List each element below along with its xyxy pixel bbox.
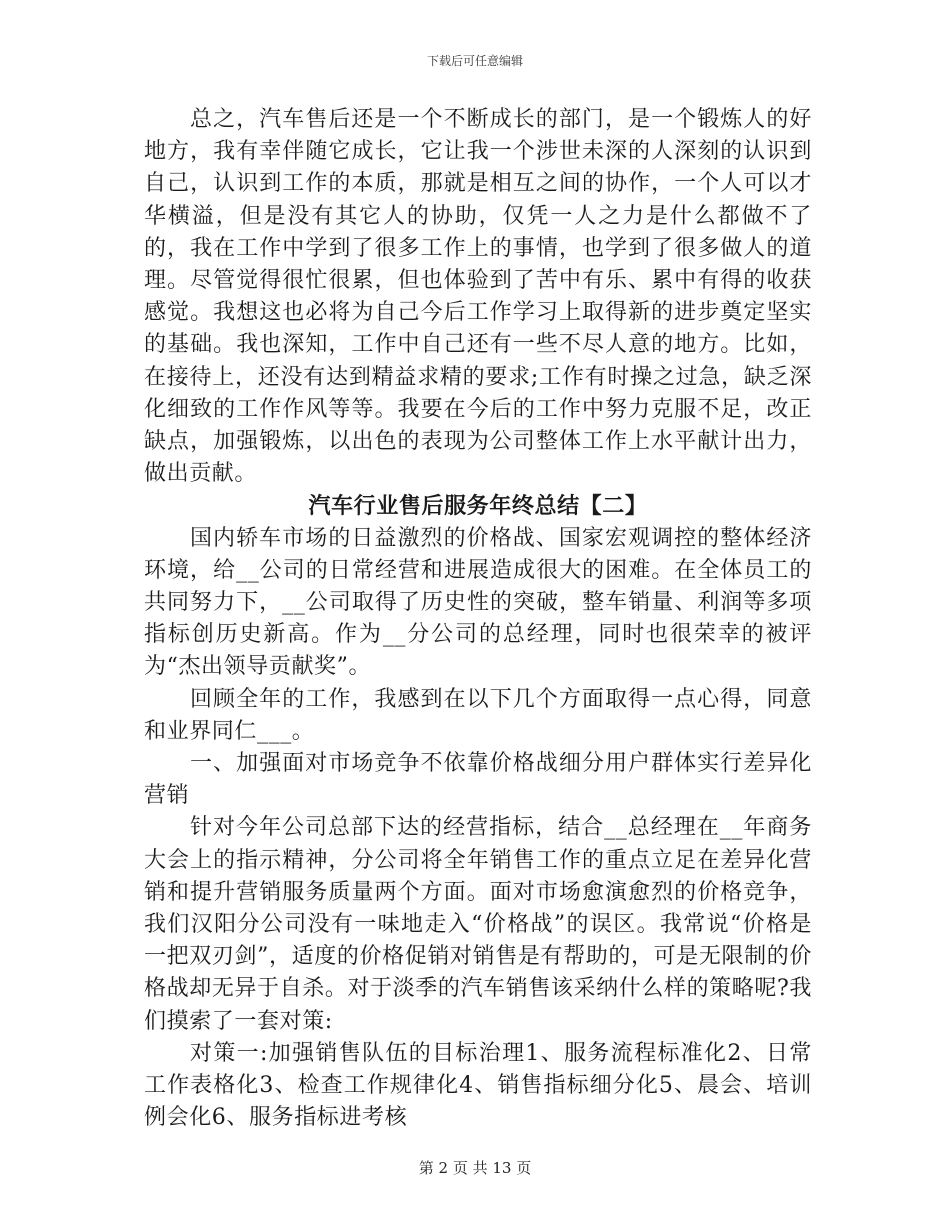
document-body xyxy=(144,104,812,1135)
paragraph-point-one: 一、加强面对市场竞争不依靠价格战细分用户群体实行差异化营销 xyxy=(144,751,812,809)
paragraph-review: 回顾全年的工作，我感到在以下几个方面取得一点心得，同意和业界同仁___。 xyxy=(144,686,812,744)
paragraph-countermeasure-one: 对策一:加强销售队伍的目标治理1、服务流程标准化2、日常工作表格化3、检查工作规律化4、销售指标细分化5、晨会、培训例会化6、服务指标进考核 xyxy=(144,1040,812,1131)
section-title: 汽车行业售后服务年终总结【二】 xyxy=(308,493,648,520)
paragraph-conclusion: 总之，汽车售后还是一个不断成长的部门，是一个锻炼人的好地方，我有幸伴随它成长，它让我一个涉世未深的人深刻的认识到自己，认识到工作的本质，那就是相互之间的协作，一个人可以才华横溢，但是没有其它人的协助，仅凭一人之力是什么都做不了的，我在工作中学到了很多工作上的事情，也学到了很多做人的道理。尽管觉得很忙很累，但也体验到了苦中有乐、累中有得的收获感觉。我想这也必将为自己今后工作学习上取得新的进步奠定坚实的基础。我也深知，工作中自己还有一些不尽人意的地方。比如，在接待上，还没有达到精益求精的要求;工作有时操之过急，缺乏深化细致的工作作风等等。我要在今后的工作中努力克服不足，改正缺点，加强锻炼，以出色的表现为公司整体工作上水平献计出力，做出贡献。 xyxy=(144,107,812,487)
paragraph-strategy: 针对今年公司总部下达的经营指标，结合__总经理在__年商务大会上的指示精神，分公司将全年销售工作的重点立足在差异化营销和提升营销服务质量两个方面。面对市场愈演愈烈的价格竞争，我们汉阳分公司没有一味地走入“价格战”的误区。我常说“价格是一把双刃剑”，适度的价格促销对销售是有帮助的，可是无限制的价格战却无异于自杀。对于淡季的汽车销售该采纳什么样的策略呢?我们摸索了一套对策: xyxy=(144,815,812,1034)
paragraph-market-intro: 国内轿车市场的日益激烈的价格战、国家宏观调控的整体经济环境，给__公司的日常经营和进展造成很大的困难。在全体员工的共同努力下，__公司取得了历史性的突破，整车销量、利润等多项指标创历史新高。作为__分公司的总经理，同时也很荣幸的被评为“杰出领导贡献奖”。 xyxy=(144,525,812,680)
page-header: 下载后可任意编辑 xyxy=(426,54,523,68)
page-number: 第 2 页 共 13 页 xyxy=(418,1159,532,1177)
